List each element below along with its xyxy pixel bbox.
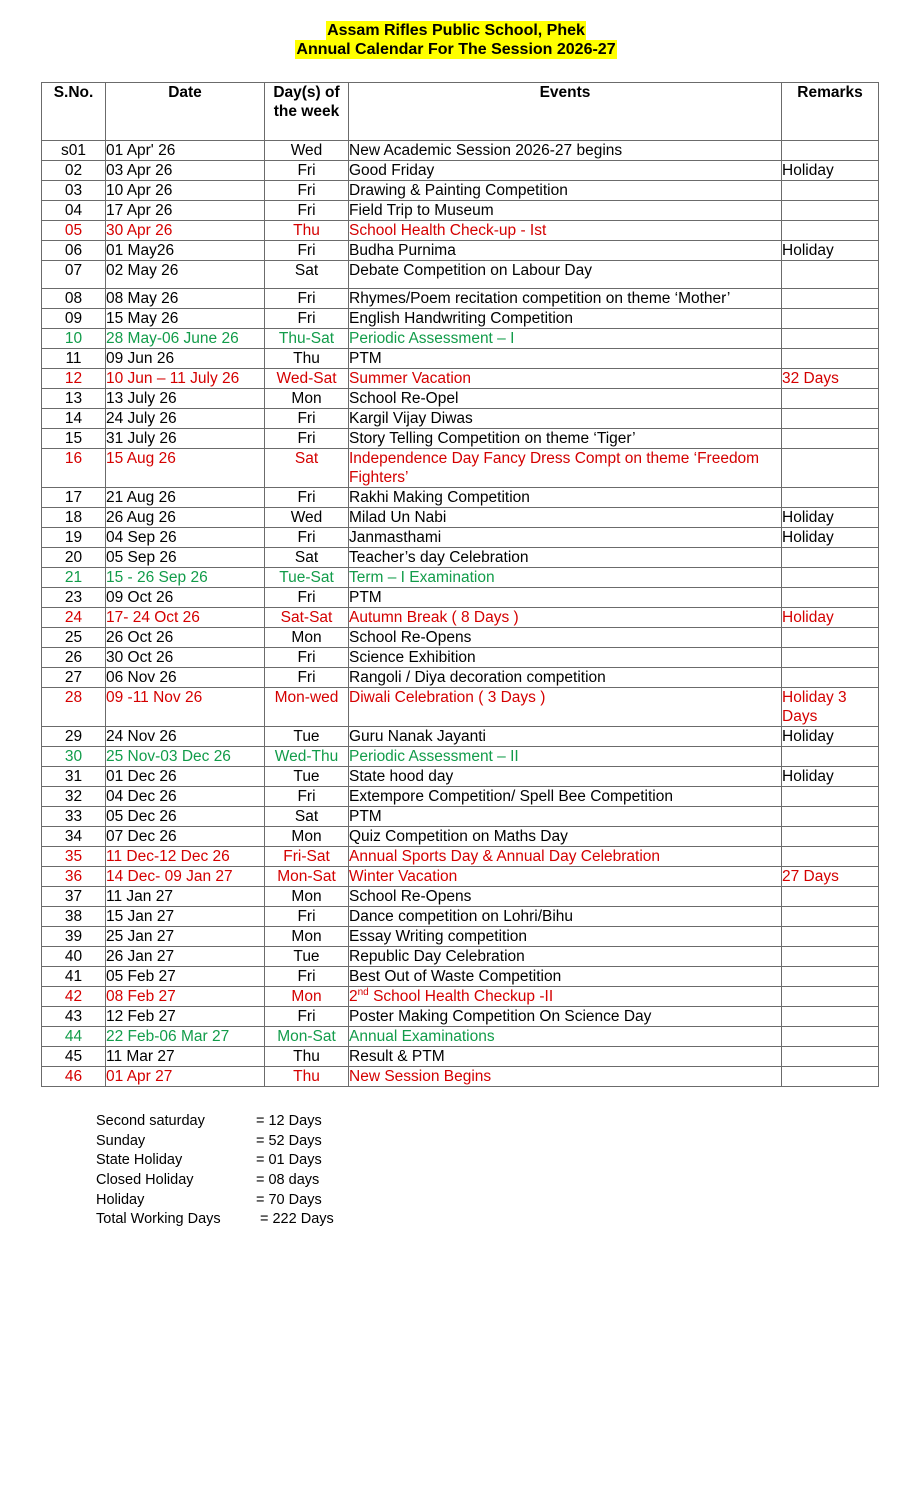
sno-cell: 38 — [42, 907, 106, 927]
sno-cell: 36 — [42, 867, 106, 887]
table-row — [42, 727, 879, 747]
day-cell: Sat-Sat — [265, 608, 349, 628]
date-cell: 05 Sep 26 — [106, 548, 265, 568]
date-cell: 01 May26 — [106, 241, 265, 261]
table-row — [42, 309, 879, 329]
remark-cell — [782, 927, 879, 947]
sno-cell: 35 — [42, 847, 106, 867]
event-cell: Rangoli / Diya decoration competition — [349, 668, 782, 688]
remark-cell: Holiday — [782, 767, 879, 787]
date-cell: 26 Aug 26 — [106, 508, 265, 528]
summary-value: = 12 Days — [256, 1113, 322, 1129]
event-ordinal-number: 2 — [349, 988, 358, 1005]
day-cell: Mon-wed — [265, 688, 349, 727]
day-cell: Wed-Sat — [265, 369, 349, 389]
date-cell: 14 Dec- 09 Jan 27 — [106, 867, 265, 887]
event-cell: School Re-Opens — [349, 887, 782, 907]
remark-cell: Holiday — [782, 727, 879, 747]
remark-cell — [782, 827, 879, 847]
table-row — [42, 488, 879, 508]
table-row — [42, 648, 879, 668]
date-cell: 11 Jan 27 — [106, 887, 265, 907]
column-header-events: Events — [349, 83, 782, 141]
day-cell: Fri — [265, 409, 349, 429]
date-cell: 01 Apr' 26 — [106, 141, 265, 161]
sno-cell: 15 — [42, 429, 106, 449]
table-row — [42, 241, 879, 261]
day-cell: Mon — [265, 927, 349, 947]
date-cell: 03 Apr 26 — [106, 161, 265, 181]
remark-cell — [782, 221, 879, 241]
date-cell: 11 Mar 27 — [106, 1047, 265, 1067]
date-cell: 09 Jun 26 — [106, 349, 265, 369]
remark-cell — [782, 289, 879, 309]
sno-cell: 21 — [42, 568, 106, 588]
table-row — [42, 847, 879, 867]
remark-cell — [782, 947, 879, 967]
sno-cell: 42 — [42, 987, 106, 1007]
event-cell: Rhymes/Poem recitation competition on theme ‘Mother’ — [349, 289, 782, 309]
table-row — [42, 747, 879, 767]
sno-cell: 44 — [42, 1027, 106, 1047]
day-cell: Thu — [265, 221, 349, 241]
remark-cell — [782, 261, 879, 289]
day-cell: Mon-Sat — [265, 867, 349, 887]
event-cell: Quiz Competition on Maths Day — [349, 827, 782, 847]
day-cell: Tue — [265, 727, 349, 747]
table-row — [42, 1067, 879, 1087]
remark-cell: Holiday 3 Days — [782, 688, 879, 727]
date-cell: 15 - 26 Sep 26 — [106, 568, 265, 588]
event-cell: New Academic Session 2026-27 begins — [349, 141, 782, 161]
day-cell: Thu — [265, 349, 349, 369]
day-cell: Mon — [265, 987, 349, 1007]
day-cell: Fri — [265, 787, 349, 807]
event-cell: PTM — [349, 588, 782, 608]
table-row — [42, 329, 879, 349]
sno-cell: 28 — [42, 688, 106, 727]
event-cell — [349, 987, 782, 1007]
table-row — [42, 628, 879, 648]
sno-cell: 46 — [42, 1067, 106, 1087]
sno-cell: 39 — [42, 927, 106, 947]
event-cell: Drawing & Painting Competition — [349, 181, 782, 201]
table-row — [42, 1007, 879, 1027]
table-row — [42, 449, 879, 488]
date-cell: 10 Apr 26 — [106, 181, 265, 201]
table-row — [42, 688, 879, 727]
event-cell: English Handwriting Competition — [349, 309, 782, 329]
event-cell: School Health Check-up - Ist — [349, 221, 782, 241]
event-cell: Field Trip to Museum — [349, 201, 782, 221]
day-cell: Tue — [265, 947, 349, 967]
table-row — [42, 1047, 879, 1067]
sno-cell: 37 — [42, 887, 106, 907]
date-cell: 15 May 26 — [106, 309, 265, 329]
date-cell: 09 -11 Nov 26 — [106, 688, 265, 727]
remark-cell — [782, 668, 879, 688]
table-row — [42, 548, 879, 568]
column-header-date: Date — [106, 83, 265, 141]
date-cell: 01 Apr 27 — [106, 1067, 265, 1087]
table-row — [42, 807, 879, 827]
event-cell: Teacher’s day Celebration — [349, 548, 782, 568]
table-row — [42, 389, 879, 409]
sno-cell: 14 — [42, 409, 106, 429]
remark-cell — [782, 488, 879, 508]
date-cell: 28 May-06 June 26 — [106, 329, 265, 349]
event-cell: Good Friday — [349, 161, 782, 181]
calendar-table — [41, 82, 879, 1087]
remark-cell — [782, 548, 879, 568]
sno-cell: 10 — [42, 329, 106, 349]
remark-cell — [782, 787, 879, 807]
summary-value: = 70 Days — [256, 1191, 322, 1208]
date-cell: 22 Feb-06 Mar 27 — [106, 1027, 265, 1047]
date-cell: 31 July 26 — [106, 429, 265, 449]
date-cell: 04 Dec 26 — [106, 787, 265, 807]
day-cell: Mon — [265, 389, 349, 409]
date-cell: 17 Apr 26 — [106, 201, 265, 221]
remark-cell — [782, 141, 879, 161]
day-cell: Fri — [265, 289, 349, 309]
table-row — [42, 409, 879, 429]
event-cell: Summer Vacation — [349, 369, 782, 389]
event-cell: Janmasthami — [349, 528, 782, 548]
remark-cell — [782, 449, 879, 488]
document-header — [0, 21, 912, 59]
day-cell: Fri — [265, 967, 349, 987]
sno-cell: s01 — [42, 141, 106, 161]
table-row — [42, 568, 879, 588]
day-cell: Fri-Sat — [265, 847, 349, 867]
column-header-days: Day(s) of the week — [265, 83, 349, 141]
sno-cell: 08 — [42, 289, 106, 309]
date-cell: 02 May 26 — [106, 261, 265, 289]
event-cell: PTM — [349, 807, 782, 827]
remark-cell: 32 Days — [782, 369, 879, 389]
date-cell: 15 Jan 27 — [106, 907, 265, 927]
table-row — [42, 987, 879, 1007]
table-row — [42, 907, 879, 927]
sno-cell: 09 — [42, 309, 106, 329]
table-row — [42, 508, 879, 528]
date-cell: 25 Nov-03 Dec 26 — [106, 747, 265, 767]
day-cell: Sat — [265, 807, 349, 827]
sno-cell: 07 — [42, 261, 106, 289]
day-cell: Mon — [265, 628, 349, 648]
summary-label: Holiday — [96, 1191, 145, 1208]
remark-cell: Holiday — [782, 528, 879, 548]
event-cell: Periodic Assessment – I — [349, 329, 782, 349]
date-cell: 12 Feb 27 — [106, 1007, 265, 1027]
day-cell: Tue-Sat — [265, 568, 349, 588]
event-cell: Republic Day Celebration — [349, 947, 782, 967]
day-cell: Mon — [265, 827, 349, 847]
remark-cell — [782, 349, 879, 369]
day-cell: Fri — [265, 1007, 349, 1027]
date-cell: 13 July 26 — [106, 389, 265, 409]
school-name: Assam Rifles Public School, Phek — [327, 22, 585, 39]
remark-cell — [782, 967, 879, 987]
event-cell: Science Exhibition — [349, 648, 782, 668]
sno-cell: 24 — [42, 608, 106, 628]
table-row — [42, 827, 879, 847]
date-cell: 25 Jan 27 — [106, 927, 265, 947]
sno-cell: 29 — [42, 727, 106, 747]
calendar-title: Annual Calendar For The Session 2026-27 — [296, 41, 616, 58]
day-cell: Wed — [265, 141, 349, 161]
day-cell: Mon-Sat — [265, 1027, 349, 1047]
sno-cell: 34 — [42, 827, 106, 847]
remark-cell — [782, 181, 879, 201]
remark-cell — [782, 329, 879, 349]
remark-cell — [782, 568, 879, 588]
sno-cell: 17 — [42, 488, 106, 508]
remark-cell — [782, 409, 879, 429]
event-ordinal-suffix: nd — [357, 986, 369, 998]
sno-cell: 11 — [42, 349, 106, 369]
day-cell: Thu-Sat — [265, 329, 349, 349]
date-cell: 15 Aug 26 — [106, 449, 265, 488]
remark-cell — [782, 389, 879, 409]
sno-cell: 06 — [42, 241, 106, 261]
table-row — [42, 429, 879, 449]
date-cell: 17- 24 Oct 26 — [106, 608, 265, 628]
table-row — [42, 181, 879, 201]
table-row — [42, 369, 879, 389]
remark-cell — [782, 201, 879, 221]
date-cell: 08 Feb 27 — [106, 987, 265, 1007]
table-row — [42, 787, 879, 807]
table-row — [42, 668, 879, 688]
date-cell: 30 Oct 26 — [106, 648, 265, 668]
sno-cell: 40 — [42, 947, 106, 967]
summary-value: = 52 Days — [256, 1132, 322, 1149]
event-cell: PTM — [349, 349, 782, 369]
date-cell: 21 Aug 26 — [106, 488, 265, 508]
date-cell: 10 Jun – 11 July 26 — [106, 369, 265, 389]
day-cell: Tue — [265, 767, 349, 787]
event-cell: Dance competition on Lohri/Bihu — [349, 907, 782, 927]
sno-cell: 27 — [42, 668, 106, 688]
sno-cell: 16 — [42, 449, 106, 488]
day-cell: Fri — [265, 668, 349, 688]
day-cell: Fri — [265, 528, 349, 548]
sno-cell: 41 — [42, 967, 106, 987]
remark-cell — [782, 1047, 879, 1067]
day-cell: Fri — [265, 201, 349, 221]
event-cell: Kargil Vijay Diwas — [349, 409, 782, 429]
date-cell: 06 Nov 26 — [106, 668, 265, 688]
remark-cell — [782, 987, 879, 1007]
table-row — [42, 967, 879, 987]
remark-cell — [782, 907, 879, 927]
event-cell: Periodic Assessment – II — [349, 747, 782, 767]
sno-cell: 03 — [42, 181, 106, 201]
event-cell: Story Telling Competition on theme ‘Tiger’ — [349, 429, 782, 449]
day-cell: Fri — [265, 181, 349, 201]
table-row — [42, 141, 879, 161]
table-row — [42, 947, 879, 967]
remark-cell — [782, 887, 879, 907]
day-cell: Thu — [265, 1047, 349, 1067]
event-cell: Diwali Celebration ( 3 Days ) — [349, 688, 782, 727]
sno-cell: 02 — [42, 161, 106, 181]
sno-cell: 19 — [42, 528, 106, 548]
remark-cell — [782, 847, 879, 867]
remark-cell: Holiday — [782, 508, 879, 528]
date-cell: 01 Dec 26 — [106, 767, 265, 787]
day-cell: Sat — [265, 261, 349, 289]
sno-cell: 31 — [42, 767, 106, 787]
table-row — [42, 927, 879, 947]
event-cell: Budha Purnima — [349, 241, 782, 261]
sno-cell: 12 — [42, 369, 106, 389]
remark-cell — [782, 1067, 879, 1087]
remark-cell — [782, 628, 879, 648]
table-row — [42, 887, 879, 907]
sno-cell: 25 — [42, 628, 106, 648]
date-cell: 26 Jan 27 — [106, 947, 265, 967]
sno-cell: 18 — [42, 508, 106, 528]
sno-cell: 33 — [42, 807, 106, 827]
event-cell: Poster Making Competition On Science Day — [349, 1007, 782, 1027]
table-row — [42, 201, 879, 221]
day-cell: Fri — [265, 907, 349, 927]
summary-label: Sunday — [96, 1132, 146, 1149]
remark-cell — [782, 747, 879, 767]
date-cell: 30 Apr 26 — [106, 221, 265, 241]
sno-cell: 05 — [42, 221, 106, 241]
sno-cell: 23 — [42, 588, 106, 608]
sno-cell: 04 — [42, 201, 106, 221]
day-cell: Fri — [265, 241, 349, 261]
day-cell: Fri — [265, 488, 349, 508]
sno-cell: 20 — [42, 548, 106, 568]
table-row — [42, 588, 879, 608]
day-cell: Thu — [265, 1067, 349, 1087]
event-cell: Term – I Examination — [349, 568, 782, 588]
event-cell: Independence Day Fancy Dress Compt on theme ‘Freedom Fighters’ — [349, 449, 782, 488]
day-cell: Fri — [265, 648, 349, 668]
event-cell: Guru Nanak Jayanti — [349, 727, 782, 747]
event-cell: Winter Vacation — [349, 867, 782, 887]
day-cell: Fri — [265, 309, 349, 329]
remark-cell: Holiday — [782, 608, 879, 628]
date-cell: 09 Oct 26 — [106, 588, 265, 608]
table-row — [42, 349, 879, 369]
date-cell: 07 Dec 26 — [106, 827, 265, 847]
calendar-body — [42, 141, 879, 1087]
table-row — [42, 1027, 879, 1047]
remark-cell: 27 Days — [782, 867, 879, 887]
date-cell: 24 July 26 — [106, 409, 265, 429]
event-cell: Best Out of Waste Competition — [349, 967, 782, 987]
table-row — [42, 867, 879, 887]
event-cell: State hood day — [349, 767, 782, 787]
event-cell: School Re-Opel — [349, 389, 782, 409]
day-cell: Wed — [265, 508, 349, 528]
table-row — [42, 528, 879, 548]
sno-cell: 13 — [42, 389, 106, 409]
summary-label: Second saturday — [96, 1113, 205, 1129]
event-cell: Rakhi Making Competition — [349, 488, 782, 508]
column-header-remarks: Remarks — [782, 83, 879, 141]
remark-cell — [782, 1007, 879, 1027]
table-row — [42, 289, 879, 309]
day-cell: Fri — [265, 588, 349, 608]
day-cell: Wed-Thu — [265, 747, 349, 767]
table-header-row — [42, 83, 879, 141]
event-cell: Debate Competition on Labour Day — [349, 261, 782, 289]
remark-cell — [782, 807, 879, 827]
remark-cell — [782, 588, 879, 608]
remark-cell: Holiday — [782, 161, 879, 181]
event-cell: Essay Writing competition — [349, 927, 782, 947]
remark-cell — [782, 309, 879, 329]
event-cell: Extempore Competition/ Spell Bee Competition — [349, 787, 782, 807]
day-cell: Sat — [265, 548, 349, 568]
sno-cell: 43 — [42, 1007, 106, 1027]
sno-cell: 45 — [42, 1047, 106, 1067]
table-row — [42, 161, 879, 181]
event-cell: Annual Sports Day & Annual Day Celebration — [349, 847, 782, 867]
date-cell: 05 Feb 27 — [106, 967, 265, 987]
day-cell: Fri — [265, 429, 349, 449]
event-text: School Health Checkup -II — [373, 988, 554, 1005]
date-cell: 08 May 26 — [106, 289, 265, 309]
date-cell: 24 Nov 26 — [106, 727, 265, 747]
sno-cell: 32 — [42, 787, 106, 807]
event-cell: Result & PTM — [349, 1047, 782, 1067]
event-cell: Milad Un Nabi — [349, 508, 782, 528]
table-row — [42, 767, 879, 787]
table-row — [42, 608, 879, 628]
table-row — [42, 221, 879, 241]
summary-label: Total Working Days — [96, 1211, 221, 1228]
day-cell: Fri — [265, 161, 349, 181]
remark-cell — [782, 1027, 879, 1047]
sno-cell: 30 — [42, 747, 106, 767]
table-row — [42, 261, 879, 289]
date-cell: 05 Dec 26 — [106, 807, 265, 827]
day-cell: Sat — [265, 449, 349, 488]
summary-label: State Holiday — [96, 1152, 183, 1169]
remark-cell — [782, 429, 879, 449]
date-cell: 26 Oct 26 — [106, 628, 265, 648]
summary-label: Closed Holiday — [96, 1172, 194, 1189]
remark-cell — [782, 648, 879, 668]
sno-cell: 26 — [42, 648, 106, 668]
summary-value: = 08 days — [256, 1172, 320, 1189]
day-cell: Mon — [265, 887, 349, 907]
event-cell: Autumn Break ( 8 Days ) — [349, 608, 782, 628]
column-header-sno: S.No. — [42, 83, 106, 141]
date-cell: 04 Sep 26 — [106, 528, 265, 548]
summary-value: = 01 Days — [256, 1152, 322, 1169]
remark-cell: Holiday — [782, 241, 879, 261]
event-cell: School Re-Opens — [349, 628, 782, 648]
summary-value: = 222 Days — [260, 1211, 334, 1228]
date-cell: 11 Dec-12 Dec 26 — [106, 847, 265, 867]
event-cell: Annual Examinations — [349, 1027, 782, 1047]
event-cell: New Session Begins — [349, 1067, 782, 1087]
